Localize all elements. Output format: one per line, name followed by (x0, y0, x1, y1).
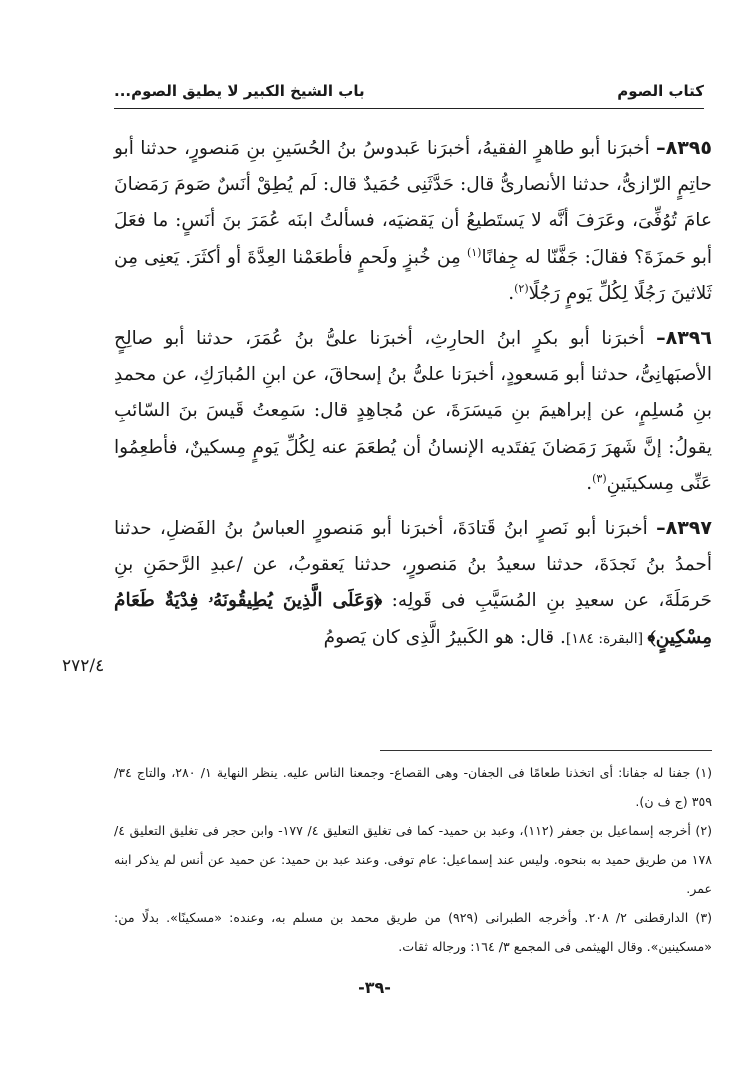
hadith-number: ٨٣٩٦– (656, 327, 712, 350)
hadith-text: . (508, 282, 515, 304)
hadith-text: أخبرَنا أبو بكرٍ ابنُ الحارِثِ، أخبرَنا علىُّ بنُ عُمَرَ، حدثنا أبو صالِحٍ الأصبَهانِىُّ، حدثنا أبو مَسعودٍ، أخبرَنا علىُّ بنُ إسحاقَ، عن ابنِ المُبارَكِ، عن محمدِ بنِ مُسلِمٍ، عن إبراهيمَ بنِ مَيسَرَةَ، عن مُجاهِدٍ قال: سَمِعتُ قَيسَ بنَ السّائبِ يقولُ: إنَّ شَهرَ رَمَضانَ يَفتَديه الإنسانُ أن يُطعَمَ عنه لِكُلِّ يَومٍ مِسكينٌ، فأطعِمُوا عَنِّى مِسكينَينِ (114, 328, 712, 494)
hadith-number: ٨٣٩٧– (656, 517, 712, 540)
hadith-number: ٨٣٩٥– (656, 137, 712, 159)
footnote-marker: (٢) (514, 281, 529, 295)
hadith-text: أخبرَنا أبو طاهرٍ الفقيهُ، أخبرَنا عَبدوسُ بنُ الحُسَينِ بنِ مَنصورٍ، حدثنا أبو حاتِمٍ الرّازىُّ، حدثنا الأنصارىُّ قال: حَدَّثَنِى حُمَيدٌ قال: لَم يُطِقْ أنَسٌ صَومَ رَمَضانَ عامَ تُوُفِّىَ، وعَرَفَ أنَّه لا يَستَطيعُ أن يَقضيَه، فسألتُ ابنَه عُمَرَ بنَ أنَسٍ: ما فعَلَ أبو حَمزَةَ؟ فقالَ: جَفَّنّا له جِفانًا (114, 138, 712, 268)
verse-reference: [البقرة: ١٨٤] (565, 630, 648, 647)
page-number: -٣٩- (358, 978, 391, 997)
hadith-text: . (586, 472, 593, 494)
hadith-paragraph-8396 (114, 320, 712, 502)
hadith-text: أخبرَنا أبو نَصرٍ ابنُ قَتادَةَ، أخبرَنا أبو مَنصورٍ العباسُ بنُ الفَضلِ، حدثنا أحمدُ بنُ نَجدَةَ، حدثنا سعيدُ بنُ مَنصورٍ، حدثنا يَعقوبُ، عن /عبدِ الرَّحمَنِ بنِ حَرمَلَةَ، عن سعيدِ بنِ المُسَيَّبِ فى قَولِه: (114, 518, 712, 612)
chapter-title: باب الشيخ الكبير لا يطيق الصوم... (114, 82, 365, 100)
footnote-marker: (٣) (592, 471, 607, 485)
footnotes (114, 758, 712, 961)
running-header (114, 78, 704, 106)
book-title: كتاب الصوم (617, 82, 704, 100)
hadith-text: . قال: هو الكَبيرُ الَّذِى كان يَصومُ (323, 626, 566, 648)
hadith-paragraph-8395 (114, 130, 712, 312)
footnote-marker: (١) (466, 245, 482, 259)
margin-page-reference: ٢٧٢/٤ (62, 656, 105, 676)
quran-verse: ﴿وَعَلَى الَّذِينَ يُطِيقُونَهُۥ فِدْيَةٌ طَعَامُ مِسْكِينٍ﴾ (114, 590, 712, 648)
header-rule (114, 108, 704, 109)
main-text (114, 130, 712, 665)
footnote-rule (380, 750, 712, 751)
hadith-paragraph-8397 (114, 510, 712, 657)
hadith-text: مِن خُبزٍ ولَحمٍ فأطعَمْنا العِدَّةَ أو أكثَرَ. يَعنِى مِن ثَلاثينَ رَجُلًا لِكُلِّ يَومٍ رَجُلًا (114, 246, 712, 304)
footnote-1: (١) جفنا له جفانا: أى اتخذنا طعامًا فى الجفان- وهى القصاع- وجمعنا الناس عليه. ينظر النهاية ١/ ٢٨٠، والتاج ٣٤/ ٣٥٩ (ج ف ن). (114, 765, 712, 809)
footnote-3: (٣) الدارقطنى ٢/ ٢٠٨. وأخرجه الطبرانى (٩٢٩) من طريق محمد بن مسلم به، وعنده: «مسكينًا». بدلًا من: «مسكينين». وقال الهيثمى فى المجمع ٣/ ١٦٤: ورجاله ثقات. (114, 910, 712, 954)
footnote-2: (٢) أخرجه إسماعيل بن جعفر (١١٢)، وعبد بن حميد- كما فى تغليق التعليق ٤/ ١٧٧- وابن حجر فى تغليق التعليق ٤/ ١٧٨ من طريق حميد به بنحوه. وليس عند إسماعيل: عام توفى. وعند عبد بن حميد: عن حميد عن أنس لم يذكر ابنه عمر. (114, 823, 713, 896)
